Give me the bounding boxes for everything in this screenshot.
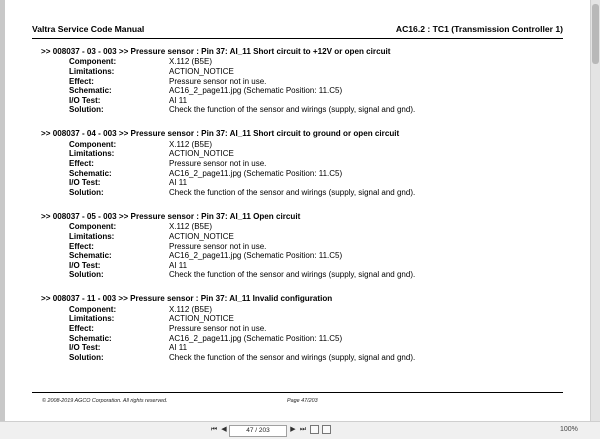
field-value: Check the function of the sensor and wirings (supply, signal and gnd). <box>169 270 416 280</box>
scrollbar-thumb[interactable] <box>592 4 599 64</box>
header-rule <box>32 38 563 39</box>
fault-code-section <box>41 129 561 197</box>
field-row <box>41 188 561 198</box>
field-row <box>41 242 561 252</box>
skip-last-icon[interactable]: ⏭ <box>299 426 307 433</box>
field-value: ACTION_NOTICE <box>169 67 234 76</box>
field-row <box>41 251 561 261</box>
field-label: Component: <box>69 139 117 149</box>
field-label: Solution: <box>69 352 104 362</box>
field-row <box>41 169 561 179</box>
field-label: Schematic: <box>69 333 112 343</box>
field-row <box>41 334 561 344</box>
field-row <box>41 353 561 363</box>
field-value: X.112 (B5E) <box>169 304 212 314</box>
page-indicator-input[interactable]: 47 / 203 <box>229 425 287 437</box>
field-row <box>41 67 561 77</box>
field-label: Schematic: <box>69 251 112 261</box>
field-label: Limitations: <box>69 314 115 324</box>
document-page <box>5 0 590 421</box>
field-value: Pressure sensor not in use. <box>169 241 267 251</box>
field-label: Effect: <box>69 324 94 333</box>
field-row <box>41 178 561 188</box>
field-value: ACTION_NOTICE <box>169 314 234 324</box>
field-value: X.112 (B5E) <box>169 139 212 149</box>
footer-rule <box>32 392 563 393</box>
field-value: Check the function of the sensor and wirings (supply, signal and gnd). <box>169 187 416 197</box>
field-label: I/O Test: <box>69 95 101 105</box>
viewer-toolbar <box>0 421 600 439</box>
fault-code-section <box>41 294 561 362</box>
field-label: Limitations: <box>69 67 115 76</box>
skip-first-icon[interactable]: ⏮ <box>210 426 218 433</box>
field-value: AC16_2_page11.jpg (Schematic Position: 11.C5) <box>169 333 343 343</box>
next-page-icon[interactable]: ▶ <box>290 426 296 433</box>
field-label: Effect: <box>69 159 94 169</box>
field-row <box>41 149 561 159</box>
fault-code-title: >> 008037 - 04 - 003 >> Pressure sensor : Pin 37: AI_11 Short circuit to ground or open circuit <box>41 129 400 139</box>
field-value: AC16_2_page11.jpg (Schematic Position: 11.C5) <box>169 251 343 261</box>
field-label: Component: <box>69 222 117 232</box>
field-label: Component: <box>69 304 117 314</box>
field-row <box>41 77 561 87</box>
field-row <box>41 86 561 96</box>
field-label: Solution: <box>69 105 104 115</box>
field-row <box>41 222 561 232</box>
field-value: AC16_2_page11.jpg (Schematic Position: 11.C5) <box>169 86 343 96</box>
field-value: X.112 (B5E) <box>169 222 212 232</box>
field-value: ACTION_NOTICE <box>169 231 234 241</box>
field-value: AI 11 <box>169 343 188 353</box>
two-page-icon[interactable] <box>322 425 331 434</box>
page-number: Page 47/203 <box>287 398 318 404</box>
field-value: AI 11 <box>169 260 188 270</box>
field-value: Check the function of the sensor and wirings (supply, signal and gnd). <box>169 352 416 362</box>
zoom-level[interactable]: 100% <box>560 426 578 433</box>
field-value: ACTION_NOTICE <box>169 149 234 159</box>
field-label: Schematic: <box>69 86 112 96</box>
field-value: Check the function of the sensor and wirings (supply, signal and gnd). <box>169 105 416 115</box>
fault-code-list <box>41 47 561 377</box>
field-row <box>41 159 561 169</box>
field-row <box>41 270 561 280</box>
field-row <box>41 314 561 324</box>
field-row <box>41 305 561 315</box>
field-row <box>41 96 561 106</box>
field-label: Solution: <box>69 187 104 197</box>
manual-title: Valtra Service Code Manual <box>32 24 145 34</box>
controller-title: AC16.2 : TC1 (Transmission Controller 1) <box>395 24 563 34</box>
fault-code-title: >> 008037 - 05 - 003 >> Pressure sensor : Pin 37: AI_11 Open circuit <box>41 211 301 221</box>
field-value: Pressure sensor not in use. <box>169 324 267 333</box>
field-row <box>41 57 561 67</box>
fit-page-icon[interactable] <box>310 425 319 434</box>
prev-page-icon[interactable]: ◀ <box>221 426 227 433</box>
field-label: I/O Test: <box>69 260 101 270</box>
field-value: AI 11 <box>169 178 188 188</box>
field-label: Schematic: <box>69 168 112 178</box>
fault-code-title: >> 008037 - 11 - 003 >> Pressure sensor : Pin 37: AI_11 Invalid configuration <box>41 294 333 304</box>
field-value: X.112 (B5E) <box>169 57 212 67</box>
fault-code-section <box>41 212 561 280</box>
vertical-scrollbar[interactable] <box>590 0 600 421</box>
field-row <box>41 232 561 242</box>
field-label: Component: <box>69 57 117 67</box>
field-row <box>41 261 561 271</box>
field-value: Pressure sensor not in use. <box>169 159 267 169</box>
field-label: Limitations: <box>69 149 115 159</box>
field-label: Effect: <box>69 76 94 86</box>
field-label: I/O Test: <box>69 343 101 353</box>
field-label: Solution: <box>69 270 104 280</box>
fault-code-section <box>41 47 561 115</box>
fault-code-title: >> 008037 - 03 - 003 >> Pressure sensor : Pin 37: AI_11 Short circuit to +12V or open circuit <box>41 47 391 56</box>
field-value: AI 11 <box>169 95 188 105</box>
field-row <box>41 343 561 353</box>
field-label: Effect: <box>69 241 94 251</box>
field-row <box>41 105 561 115</box>
copyright-text: © 2008-2019 AGCO Corporation. All rights reserved. <box>42 398 168 404</box>
field-label: Limitations: <box>69 231 115 241</box>
field-value: Pressure sensor not in use. <box>169 76 267 86</box>
field-label: I/O Test: <box>69 178 101 188</box>
field-row <box>41 140 561 150</box>
field-row <box>41 324 561 334</box>
field-value: AC16_2_page11.jpg (Schematic Position: 11.C5) <box>169 168 343 178</box>
